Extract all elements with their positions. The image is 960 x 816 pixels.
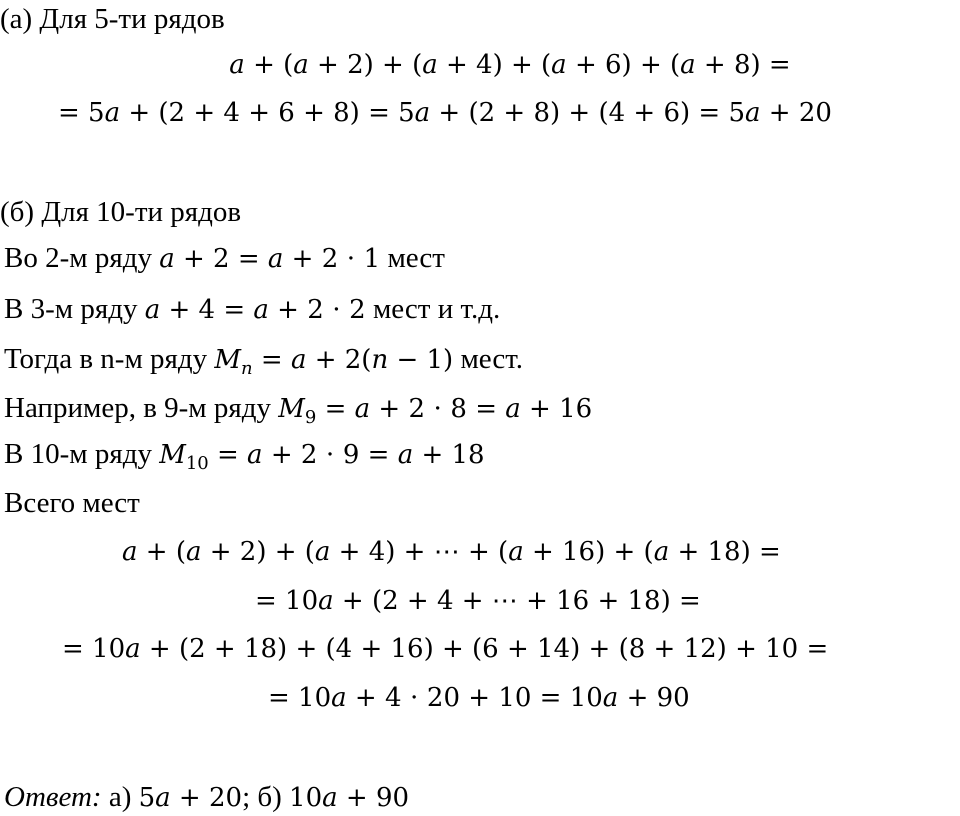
row-n-statement: [4, 342, 523, 377]
row-3-statement: [4, 292, 500, 327]
total-seats-label: Всего мест: [4, 487, 140, 519]
row-9-statement: [4, 391, 592, 426]
total-equation-line-4: = 10𝑎 + 4 ⋅ 20 + 10 = 10𝑎 + 90: [268, 683, 690, 713]
part-a-heading: (а) Для 5-ти рядов: [0, 3, 225, 35]
row-n-formula: [214, 345, 454, 379]
answer-label: Ответ:: [4, 781, 102, 813]
part-a-equation-line-2: = 5𝑎 + (2 + 4 + 6 + 8) = 5𝑎 + (2 + 8) + (4 + 6) = 5𝑎 + 20: [58, 98, 832, 128]
row-2-prefix: Во 2-м ряду: [4, 242, 160, 274]
row-10-statement: [4, 437, 485, 472]
row-n-prefix: Тогда в n-м ряду: [4, 343, 215, 375]
row-n-M: 𝑀: [214, 345, 242, 375]
row-2-statement: [4, 241, 445, 276]
row-9-formula: [278, 394, 593, 428]
total-equation-line-1: 𝑎 + (𝑎 + 2) + (𝑎 + 4) + ⋯ + (𝑎 + 16) + (𝑎 + 18) =: [122, 537, 781, 567]
part-a-equation-line-1: 𝑎 + (𝑎 + 2) + (𝑎 + 4) + (𝑎 + 6) + (𝑎 + 8) =: [229, 50, 791, 80]
row-2-formula: 𝑎 + 2 = 𝑎 + 2 ⋅ 1: [159, 244, 381, 274]
row-3-prefix: В 3-м ряду: [4, 293, 145, 325]
answer-b-prefix: ; б): [242, 781, 290, 813]
row-3-formula: 𝑎 + 4 = 𝑎 + 2 ⋅ 2: [144, 295, 366, 325]
row-10-M: 𝑀: [159, 440, 186, 470]
row-9-M: 𝑀: [278, 394, 305, 424]
row-9-expression: = 𝑎 + 2 ⋅ 8 = 𝑎 + 16: [316, 394, 593, 424]
total-equation-line-3: = 10𝑎 + (2 + 18) + (4 + 16) + (6 + 14) + (8 + 12) + 10 =: [62, 634, 829, 664]
row-9-subscript: 9: [304, 407, 317, 428]
row-2-suffix: мест: [380, 242, 445, 274]
row-10-prefix: В 10-м ряду: [4, 438, 160, 470]
part-b-heading: (б) Для 10-ти рядов: [0, 196, 242, 228]
answer-line: [4, 780, 409, 815]
answer-a-prefix: а): [101, 781, 139, 813]
answer-a-value: 5𝑎 + 20: [138, 783, 243, 813]
row-10-expression: = 𝑎 + 2 ⋅ 9 = 𝑎 + 18: [208, 440, 485, 470]
row-n-suffix: мест.: [453, 343, 523, 375]
row-n-subscript: 𝑛: [241, 358, 253, 379]
row-3-suffix: мест и т.д.: [365, 293, 501, 325]
row-n-expression: = 𝑎 + 2(𝑛 − 1): [252, 345, 454, 375]
total-equation-line-2: = 10𝑎 + (2 + 4 + ⋯ + 16 + 18) =: [255, 586, 701, 616]
row-10-subscript: 10: [185, 453, 209, 474]
answer-b-value: 10𝑎 + 90: [289, 783, 410, 813]
row-10-formula: [159, 440, 485, 474]
row-9-prefix: Например, в 9-м ряду: [4, 392, 279, 424]
